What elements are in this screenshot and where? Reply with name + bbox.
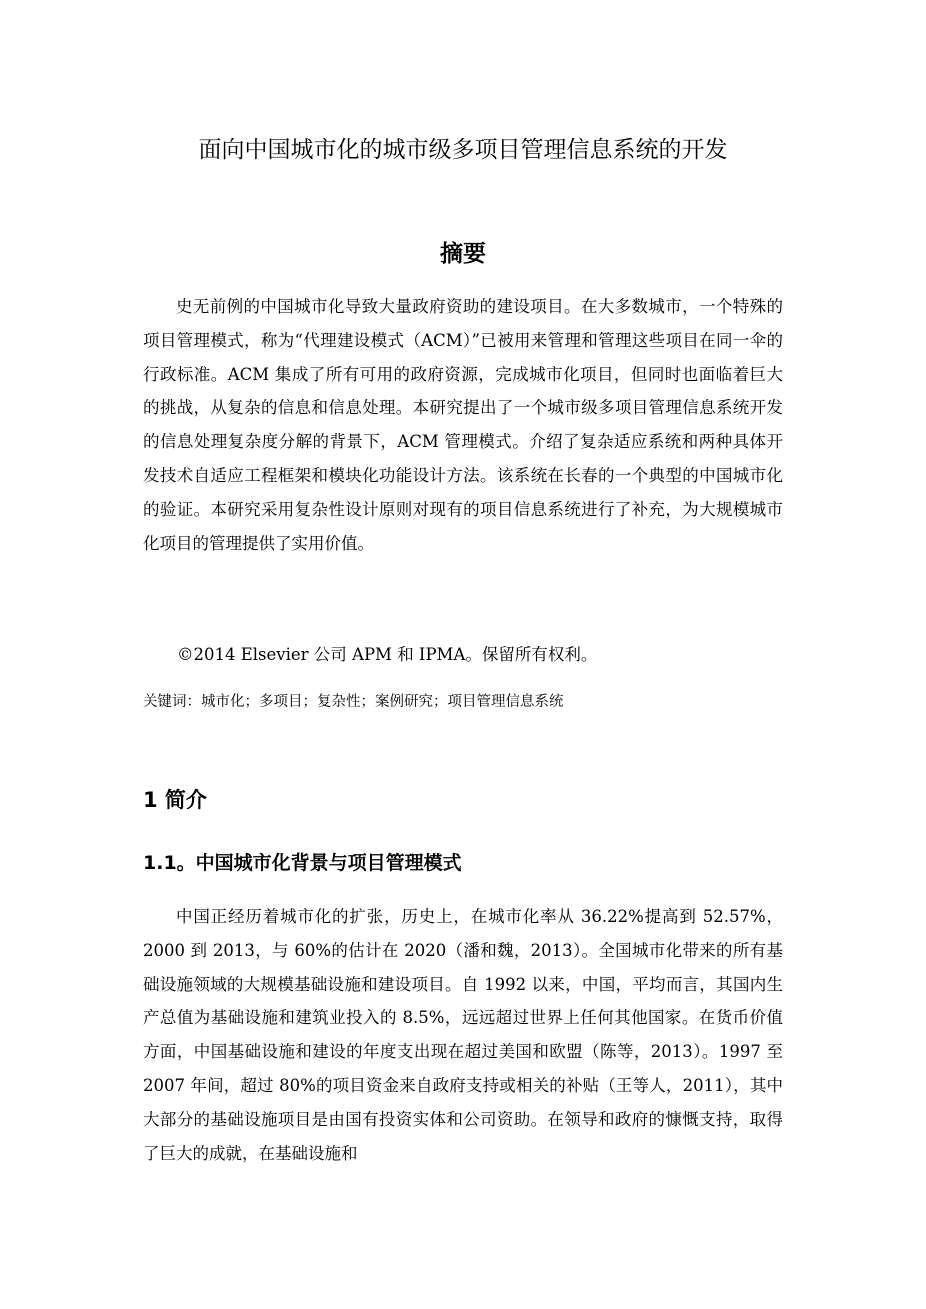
abstract-heading: 摘要 [440, 241, 486, 267]
subsection-heading-background: 1.1。中国城市化背景与项目管理模式 [143, 852, 462, 874]
document-title: 面向中国城市化的城市级多项目管理信息系统的开发 [198, 137, 728, 163]
copyright-notice: ©2014 Elsevier 公司 APM 和 IPMA。保留所有权利。 [177, 645, 598, 664]
keywords-line: 关键词：城市化；多项目；复杂性；案例研究；项目管理信息系统 [143, 694, 564, 710]
section-heading-introduction: 1 简介 [143, 788, 207, 812]
abstract-body: 史无前例的中国城市化导致大量政府资助的建设项目。在大多数城市，一个特殊的项目管理模式，称为“代理建设模式（ACM）”已被用来管理和管理这些项目在同一伞的行政标准。ACM 集成了所有可用的政府资源，完成城市化项目，但同时也面临着巨大的挑战，从复杂的信息和信息处理。本研究提出了一个城市级多项目管理信息系统开发的信息处理复杂度分解的背景下，ACM 管理模式。介绍了复杂适应系统和两种具体开发技术自适应工程框架和模块化功能设计方法。该系统在长春的一个典型的中国城市化的验证。本研究采用复杂性设计原则对现有的项目信息系统进行了补充，为大规模城市化项目的管理提供了实用价值。 [143, 297, 783, 553]
introduction-body: 中国正经历着城市化的扩张，历史上，在城市化率从 36.22%提高到 52.57%，2000 到 2013，与 60%的估计在 2020（潘和魏，2013）。全国城市化带来的所有基础设施领域的大规模基础设施和建设项目。自 1992 以来，中国，平均而言，其国内生产总值为基础设施和建筑业投入的 8.5%，远远超过世界上任何其他国家。在货币价值方面，中国基础设施和建设的年度支出现在超过美国和欧盟（陈等，2013）。1997 至 2007 年间，超过 80%的项目资金来自政府支持或相关的补贴（王等人，2011），其中大部分的基础设施项目是由国有投资实体和公司资助。在领导和政府的慷慨支持，取得了巨大的成就，在基础设施和 [143, 907, 783, 1163]
